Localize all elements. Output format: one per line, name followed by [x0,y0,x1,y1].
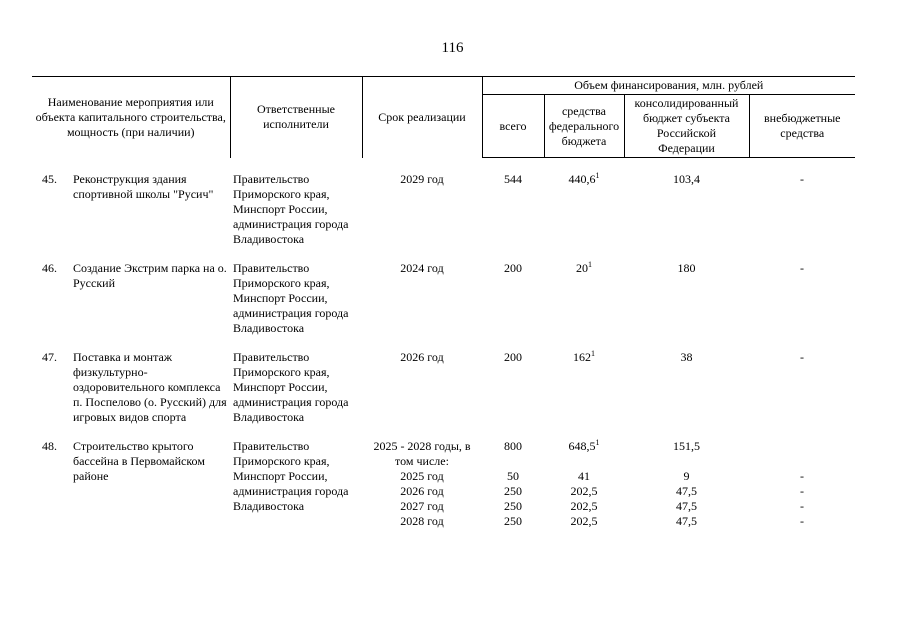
funding-table [32,76,855,529]
sub-total: 250 [504,484,522,498]
regional-value: 151,5 [673,439,700,453]
federal-value: 648,5 [568,439,596,453]
row-name: Реконструкция здания спортивной школы "Русич" [73,172,214,201]
row-number: 47. [42,350,57,364]
sub-period: 2026 год [400,484,444,498]
sub-extra: - [800,499,804,513]
row-number: 46. [42,261,57,275]
header-extra: внебюджетные средства [749,95,855,158]
sub-total: 250 [504,499,522,513]
row-total: 200 [504,350,522,364]
row-number: 45. [42,172,57,186]
sub-federal: 202,5 [570,514,598,528]
row-extra: - [800,172,804,186]
sub-federal: 202,5 [570,499,598,513]
row-federal: $20^1$ [576,260,592,275]
row-federal [544,439,624,529]
row-period [362,439,482,529]
row-total: 200 [504,261,522,275]
page-number: 116 [441,40,464,56]
row-regional: 180 [677,261,696,275]
total-value: 800 [504,439,522,453]
sub-regional: 47,5 [676,484,697,498]
row-federal: $162^1$ [573,349,595,364]
sub-period: 2027 год [400,499,444,513]
row-name: Поставка и монтаж физкультурно-оздоровительного комплекса п. Поспелово (о. Русский) для игровых видов спорта [73,350,227,424]
row-period: 2026 год [400,350,444,364]
header-name: Наименование мероприятия или объекта капитального строительства, мощность (при наличии) [32,77,230,158]
row-executors: Правительство Приморского края, Минспорт России, администрация города Владивостока [233,261,349,335]
row-name: Строительство крытого бассейна в Первомайском районе [73,439,205,483]
sub-regional: 47,5 [676,514,697,528]
sub-extra: - [800,514,804,528]
footnote-mark: 1 [595,438,600,447]
row-period: 2024 год [400,261,444,275]
row-federal: 440,6$^1$ [568,171,600,186]
row-regional [624,439,749,529]
row-number: 48. [42,439,57,453]
footnote-mark: 1 [588,260,592,269]
sub-regional: 9 [683,469,690,483]
header-funding-group: Объем финансирования, млн. рублей [482,77,855,95]
sub-total: 250 [504,514,522,528]
sub-period: 2028 год [400,514,444,528]
row-executors: Правительство Приморского края, Минспорт России, администрация города Владивостока [233,172,349,246]
sub-regional: 47,5 [676,499,697,513]
footnote-mark: 1 [591,349,595,358]
row-total: 544 [504,172,522,186]
header-total: всего [482,95,544,158]
table-row [32,350,855,425]
sub-total: 50 [507,469,519,483]
row-regional: 38 [680,350,693,364]
header-period: Срок реализации [362,77,482,158]
sub-extra: - [800,469,804,483]
row-extra [749,439,855,529]
row-executors: Правительство Приморского края, Минспорт России, администрация города Владивостока [233,350,349,424]
row-period: 2029 год [400,172,444,186]
sub-period: 2025 год [400,469,444,483]
row-extra: - [800,261,804,275]
table-row [32,261,855,336]
row-extra: - [800,350,804,364]
row-executors: Правительство Приморского края, Минспорт России, администрация города Владивостока [233,439,349,513]
sub-federal: 202,5 [570,484,598,498]
header-regional: консолидированный бюджет субъекта Российской Федерации [624,95,749,158]
header-federal: средства федерального бюджета [544,95,624,158]
row-name: Создание Экстрим парка на о. Русский [73,261,227,290]
row-regional: 103,4 [673,172,700,186]
table-row [32,439,855,529]
period-range: 2025 - 2028 годы, в том числе: [373,439,471,468]
footnote-mark: 1 [595,171,600,180]
header-executors: Ответственные исполнители [230,77,362,158]
table-row [32,172,855,247]
sub-extra: - [800,484,804,498]
sub-federal: 41 [578,469,590,483]
row-total [482,439,544,529]
